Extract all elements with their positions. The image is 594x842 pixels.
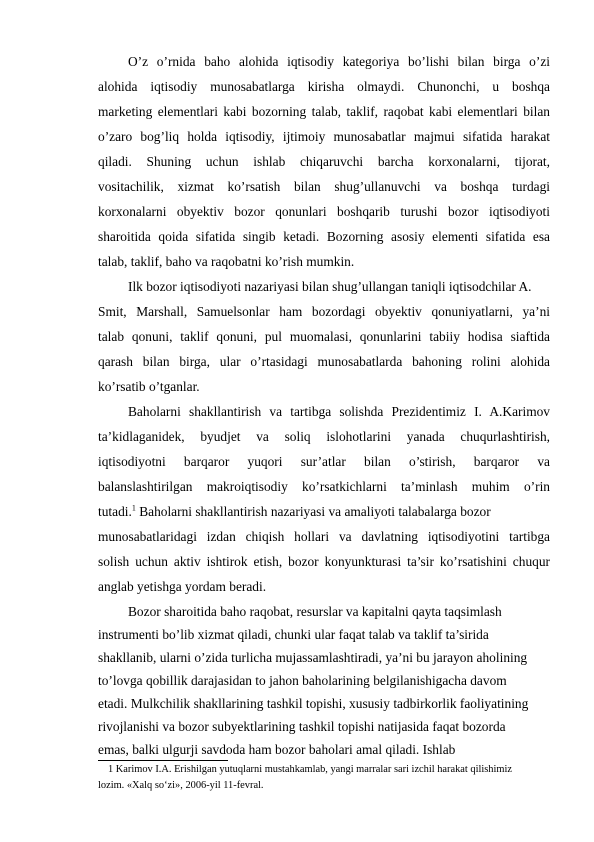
paragraph-line: vositachilik, xizmat ko’rsatish bilan shug’ullanuvchi va boshqa turdagi xyxy=(98,179,550,194)
line-start: tutadi. xyxy=(98,504,132,519)
paragraph-line: anglab yetishga yordam beradi. xyxy=(98,579,267,594)
paragraph-line: marketing elementlari kabi bozorning talab, taklif, raqobat kabi elementlari bilan xyxy=(98,104,550,119)
paragraph-line: iqtisodiyotni barqaror yuqori sur’atlar bilan o’stirish, barqaror va xyxy=(98,454,550,469)
paragraph-line: ta’kidlaganidek, byudjet va soliq islohotlarini yanada chuqurlashtirish, xyxy=(98,429,550,444)
paragraph-line: Baholarni shakllantirish va tartibga solishda Prezidentimiz I. A.Karimov xyxy=(128,404,550,419)
paragraph-line: balanslashtirilgan makroiqtisodiy ko’rsatkichlarni ta’minlash muhim o’rin xyxy=(98,479,550,494)
paragraph-line: qiladi. Shuning uchun ishlab chiqaruvchi barcha korxonalarni, tijorat, xyxy=(98,154,550,169)
footnote-line: 1 Karimov I.A. Erishilgan yutuqlarni mustahkamlab, yangi marralar sari izchil harakat qilishimiz xyxy=(108,764,512,775)
footnote-reference: 1 xyxy=(131,503,136,513)
paragraph-line: talab qonuni, taklif qonuni, pul muomalasi, qonunlarini tabiiy hodisa siaftida xyxy=(98,329,550,344)
paragraph-line: korxonalarni obyektiv bozor qonunlari boshqarib turushi bozor iqtisodiyoti xyxy=(98,204,550,219)
paragraph-line: qarash bilan birga, ular o’rtasidagi munosabatlarda bahoning rolini alohida xyxy=(98,354,550,369)
paragraph-line: o’zaro bog’liq holda iqtisodiy, ijtimoiy munosabatlar majmui sifatida harakat xyxy=(98,129,550,144)
paragraph-line: talab, taklif, baho va raqobatni ko’rish mumkin. xyxy=(98,254,355,269)
paragraph-line: emas, balki ulgurji savdoda ham bozor baholari amal qiladi. Ishlab xyxy=(98,742,456,757)
paragraph-line: ko’rsatib o’tganlar. xyxy=(98,379,200,394)
paragraph-line: to’lovga qobillik darajasidan to jahon baholarining belgilanishigacha davom xyxy=(98,673,507,688)
paragraph-line: Smit, Marshall, Samuelsonlar ham bozordagi obyektiv qonuniyatlarni, ya’ni xyxy=(98,304,550,319)
paragraph-line: Ilk bozor iqtisodiyoti nazariyasi bilan shug’ullangan taniqli iqtisodchilar A. xyxy=(128,279,532,294)
paragraph-line: etadi. Mulkchilik shakllarining tashkil topishi, xususiy tadbirkorlik faoliyatining xyxy=(98,696,529,711)
paragraph-line: O’z o’rnida baho alohida iqtisodiy kategoriya bo’lishi bilan birga o’zi xyxy=(128,54,550,69)
paragraph-line: munosabatlaridagi izdan chiqish hollari va davlatning iqtisodiyotini tartibga xyxy=(98,529,550,544)
paragraph-line: rivojlanishi va bozor subyektlarining tashkil topishi natijasida faqat bozorda xyxy=(98,719,506,734)
footnote-separator xyxy=(98,760,228,761)
line-rest: Baholarni shakllantirish nazariyasi va amaliyoti talabalarga bozor xyxy=(135,504,491,519)
paragraph-line xyxy=(98,502,550,522)
paragraph-line: Bozor sharoitida baho raqobat, resurslar va kapitalni qayta taqsimlash xyxy=(128,604,502,619)
paragraph-line: sharoitida qoida sifatida singib ketadi. Bozorning asosiy elementi sifatida esa xyxy=(98,229,550,244)
paragraph-line: solish uchun aktiv ishtirok etish, bozor konyunkturasi ta’sir ko’rsatishini chuqur xyxy=(98,554,550,569)
footnote-line: lozim. «Xalq so‘zi», 2006-yil 11-fevral. xyxy=(98,780,264,791)
paragraph-line: alohida iqtisodiy munosabatlarga kirisha olmaydi. Chunonchi, u boshqa xyxy=(98,79,550,94)
paragraph-line: shakllanib, ularni o’zida turlicha mujassamlashtiradi, ya’ni bu jarayon aholining xyxy=(98,650,528,665)
paragraph-line: instrumenti bo’lib xizmat qiladi, chunki ular faqat talab va taklif ta’sirida xyxy=(98,627,489,642)
